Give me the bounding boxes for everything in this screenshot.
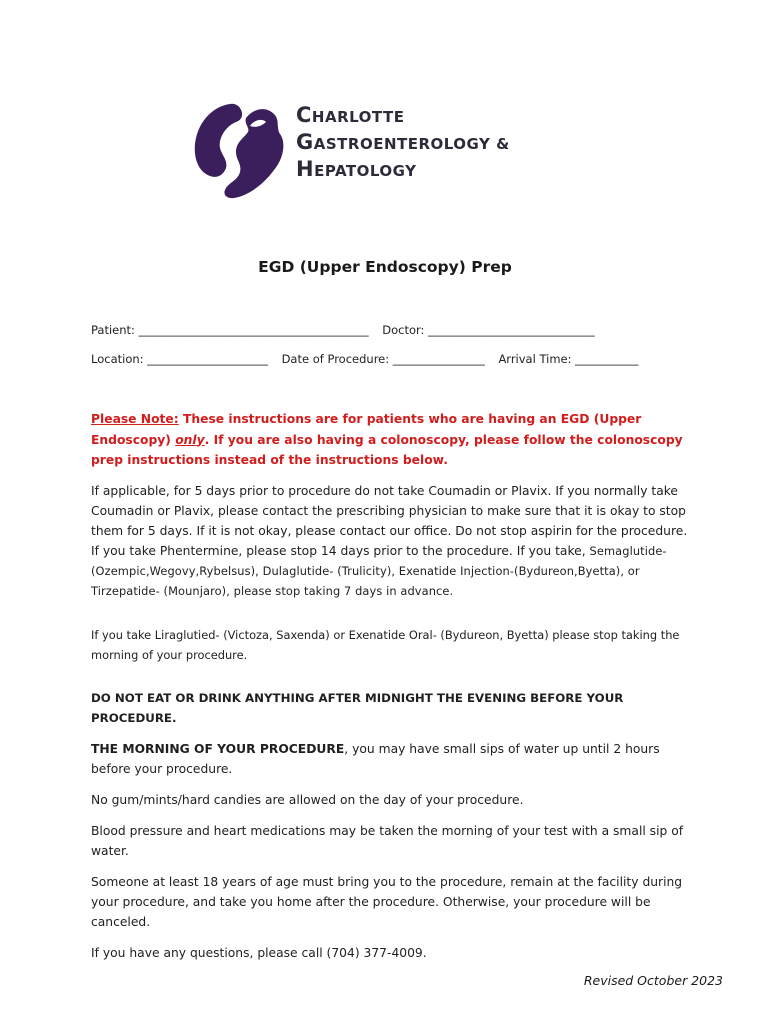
note-label: Please Note:: [91, 412, 179, 426]
location-date-arrival-row: [91, 352, 681, 366]
p3-text: DO NOT EAT OR DRINK ANYTHING AFTER MIDNIGHT THE EVENING BEFORE YOUR PROCEDURE.: [91, 691, 624, 725]
p8-text: If you have any questions, please call (704) 377-4009.: [91, 946, 427, 960]
page-title: EGD (Upper Endoscopy) Prep: [258, 258, 512, 276]
p1-text-a: If applicable, for 5 days prior to procedure do not take Coumadin or Plavix. If you normally take Coumadin or Plavix, please contact the prescribing physician to make sure that it is okay to stop them for 5 days. If it is not okay, please contact our office. Do not stop aspirin for the procedure. If you take Phentermine, please stop 14 days prior to the procedure. If you take,: [91, 484, 688, 558]
logo-line-3: HEPATOLOGY: [296, 157, 417, 181]
medications-paragraph: [91, 821, 691, 861]
note-only: only: [175, 432, 205, 447]
p4-bold: THE MORNING OF YOUR PROCEDURE: [91, 742, 345, 756]
practice-logo: [192, 96, 592, 206]
important-note: [91, 409, 691, 471]
p4-rest: , you may have small sips of water up until 2 hours before your procedure.: [91, 742, 660, 776]
date-of-procedure-field[interactable]: Date of Procedure: ________________: [281, 352, 485, 366]
note-text-b: . If you are also having a colonoscopy, please follow the colonoscopy prep instructions instead of the instructions below.: [91, 432, 683, 467]
morning-paragraph: [91, 739, 691, 779]
revision-date: Revised October 2023: [583, 973, 723, 988]
stomach-liver-logo-icon: [192, 98, 288, 202]
logo-line-1: CHARLOTTE: [296, 103, 405, 127]
location-field[interactable]: Location: _____________________: [91, 352, 268, 366]
p1-text-b: Semaglutide- (Ozempic,Wegovy,Rybelsus), Dulaglutide- (Trulicity), Exenatide Injection-(Bydureon,Byetta), or Tirzepatide- (Mounjaro), please stop taking 7 days in advance.: [91, 544, 667, 598]
anticoagulant-paragraph: [91, 481, 691, 601]
gum-paragraph: [91, 790, 691, 810]
doctor-field[interactable]: Doctor: _____________________________: [382, 323, 595, 337]
patient-doctor-row: [91, 323, 681, 337]
questions-paragraph: [91, 943, 691, 963]
fasting-paragraph: [91, 688, 691, 728]
escort-paragraph: [91, 872, 691, 932]
p2-text: If you take Liraglutied- (Victoza, Saxenda) or Exenatide Oral- (Bydureon, Byetta) please stop taking the morning of your procedure.: [91, 628, 680, 662]
patient-field[interactable]: Patient: ________________________________________: [91, 323, 369, 337]
arrival-time-field[interactable]: Arrival Time: ___________: [498, 352, 639, 366]
logo-wordmark: [296, 102, 510, 183]
p7-text: Someone at least 18 years of age must bring you to the procedure, remain at the facility during your procedure, and take you home after the procedure. Otherwise, your procedure will be canceled.: [91, 875, 683, 929]
glp1-paragraph: [91, 625, 691, 665]
logo-line-2: GASTROENTEROLOGY &: [296, 130, 510, 154]
p5-text: No gum/mints/hard candies are allowed on the day of your procedure.: [91, 793, 524, 807]
p6-text: Blood pressure and heart medications may be taken the morning of your test with a small sip of water.: [91, 824, 684, 858]
note-text-a: These instructions are for patients who are having an EGD (Upper Endoscopy): [91, 412, 642, 447]
